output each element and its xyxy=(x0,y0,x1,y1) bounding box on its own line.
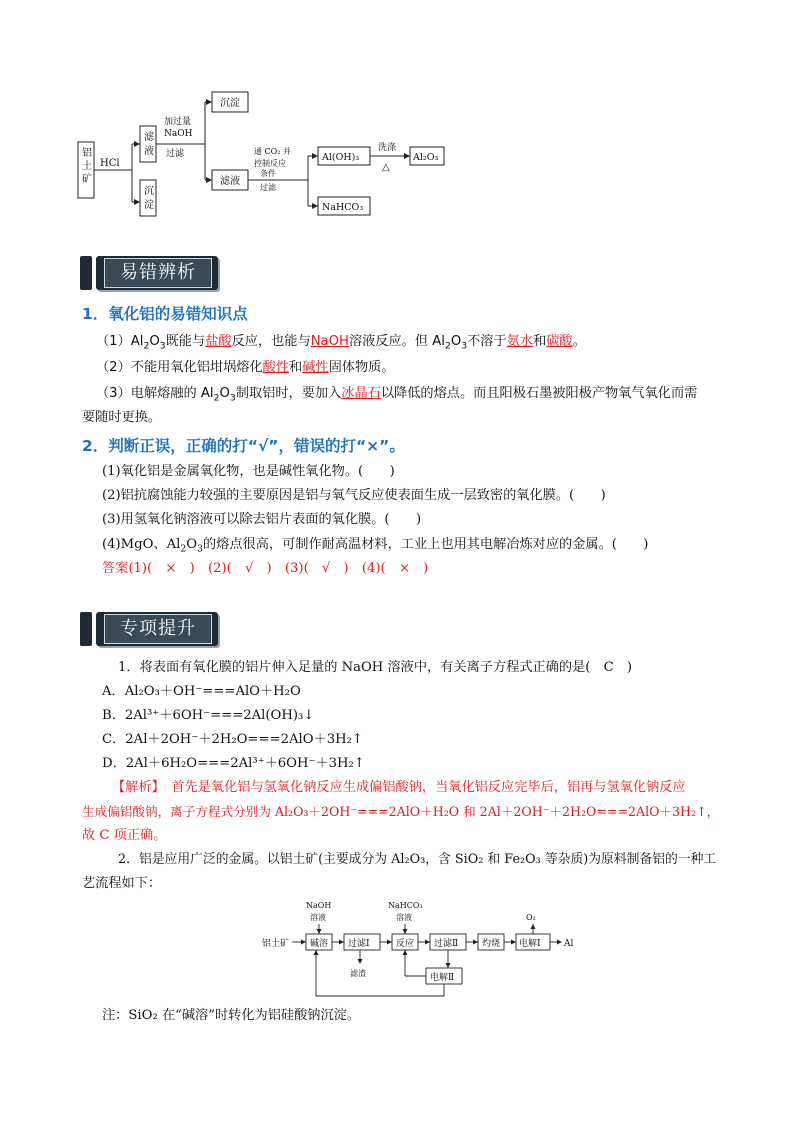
flow2-step1: 碱溶 xyxy=(310,939,329,949)
section1-point-3: （3）电解熔融的 $Al_2O_3$制取铝时，要加入冰晶石以降低的熔点。而且阳极石墨被阳极产物氧气氧化而需 xyxy=(96,386,698,404)
banner-label: 专项提升 xyxy=(104,614,212,644)
q1-stem: 1．将表面有氧化膜的铝片伸入足量的 NaOH 溶液中，有关离子方程式正确的是( C ) xyxy=(118,660,633,675)
flow2-reagent1-2: 溶液 xyxy=(310,913,326,922)
flow1-heat: △ xyxy=(382,162,390,173)
flow2-residue: 滤渣 xyxy=(350,969,366,978)
flow1-start: 铝土矿 xyxy=(82,148,92,185)
q1-analysis-line1: 【解析】 首先是氧化铝与氢氧化钠反应生成偏铝酸钠，当氧化铝反应完毕后，铝再与氢氧化钠反应 xyxy=(112,780,686,795)
q1-analysis-line2: 生成偏铝酸钠，离子方程式分别为 Al₂O₃＋2OH⁻===2AlO＋H₂O 和 2Al＋2OH⁻＋2H₂O===2AlO＋3H₂↑， xyxy=(82,804,720,819)
flow1-product2: Al₂O₃ xyxy=(413,152,439,163)
flow1-precip: 沉淀 xyxy=(144,186,154,211)
section1-point-2: （2）不能用氧化铝坩埚熔化酸性和碱性固体物质。 xyxy=(96,360,395,375)
flow1-co2-note-4: 过滤 xyxy=(260,183,276,192)
flow2-start: 铝土矿 xyxy=(262,939,290,949)
flow2-step5: 灼烧 xyxy=(482,939,501,949)
q1-option-c: C．2Al＋2OH⁻＋2H₂O===2AlO＋3H₂↑ xyxy=(102,732,363,747)
flow2-step6: 电解Ⅰ xyxy=(519,939,541,949)
aluminum-process-flow xyxy=(260,898,580,1003)
section1-point-1: $(1)Al_2O_3$既能与盐酸反应，也能与NaOH溶液反应。但 $Al_2O_3$不溶于氨水和碳酸。 xyxy=(96,334,586,352)
flow2-reagent2-2: 溶液 xyxy=(396,913,412,922)
section1-point-3-cont: 要随时更换。 xyxy=(82,410,162,425)
section-banner-improve xyxy=(80,612,230,646)
flow1-product3: NaHCO₃ xyxy=(322,202,364,213)
flow2-step2: 过滤Ⅰ xyxy=(348,939,370,949)
analysis-tag: 【解析】 xyxy=(112,780,159,795)
bauxite-flow-diagram xyxy=(60,84,460,234)
flow2-o2: O₂ xyxy=(526,913,536,922)
flow1-co2-note-3: 条件 xyxy=(260,169,276,178)
flow1-filtrate2: 滤液 xyxy=(220,176,240,187)
flow2-product: Al xyxy=(564,939,574,949)
flow2-step3: 反应 xyxy=(396,939,415,949)
flow1-filtrate: 滤液 xyxy=(144,132,154,157)
judge-q1: (1)氧化铝是金属氧化物，也是碱性氧化物。( ) xyxy=(102,464,395,479)
q1-option-d: D．2Al＋6H₂O===2Al³⁺＋6OH⁻＋3H₂↑ xyxy=(102,756,365,771)
flow1-naoh-note-3: 过滤 xyxy=(166,149,185,159)
flow1-co2-note-2: 控制反应 xyxy=(254,159,286,168)
q2-note: 注：SiO₂ 在“碱溶”时转化为铝硅酸钠沉淀。 xyxy=(102,1008,361,1023)
flow2-step4: 过滤Ⅱ xyxy=(434,939,459,949)
q1-option-a: A．Al₂O₃＋OH⁻===AlO＋H₂O xyxy=(102,684,301,699)
section-banner-errors xyxy=(80,256,230,290)
flow2-reagent2-1: NaHCO₃ xyxy=(388,901,423,910)
flow1-reagent1: HCl xyxy=(100,158,120,169)
judge-q2: (2)铝抗腐蚀能力较强的主要原因是铝与氧气反应使表面生成一层致密的氧化膜。( ) xyxy=(102,488,606,503)
section1-title: 1．氧化铝的易错知识点 xyxy=(82,305,248,323)
judge-q4: (4)MgO、$Al_2O_3$的熔点很高，可制作耐高温材料，工业上也用其电解冶炼对应的金属。( ) xyxy=(102,537,649,555)
flow2-step7: 电解Ⅱ xyxy=(430,973,455,983)
flow1-naoh-note-1: 加过量 xyxy=(164,117,192,127)
flow1-wash-note: 洗涤 xyxy=(378,143,397,153)
judge-answer: 答案(1)( × ) (2)( √ ) (3)( √ ) (4)( × ) xyxy=(102,561,429,576)
flow1-naoh-note-2: NaOH xyxy=(164,129,193,139)
flow1-precip2: 沉淀 xyxy=(220,98,240,109)
flow1-product1: Al(OH)₃ xyxy=(322,152,360,163)
section2-title: 2．判断正误，正确的打“√”，错误的打“×”。 xyxy=(82,437,405,455)
q1-analysis-line3: 故 C 项正确。 xyxy=(82,828,167,843)
flow2-reagent1-1: NaOH xyxy=(306,901,332,910)
judge-q3: (3)用氢氧化钠溶液可以除去铝片表面的氧化膜。( ) xyxy=(102,512,422,527)
q2-stem-line2: 艺流程如下： xyxy=(82,876,162,891)
q1-option-b: B．2Al³⁺＋6OH⁻===2Al(OH)₃↓ xyxy=(102,708,315,723)
banner-label: 易错辨析 xyxy=(104,258,212,288)
q2-stem-line1: 2．铝是应用广泛的金属。以铝土矿(主要成分为 Al₂O₃，含 SiO₂ 和 Fe₂O₃ 等杂质)为原料制备铝的一种工 xyxy=(118,852,717,867)
flow1-co2-note-1: 通 CO₂ 并 xyxy=(254,147,291,156)
